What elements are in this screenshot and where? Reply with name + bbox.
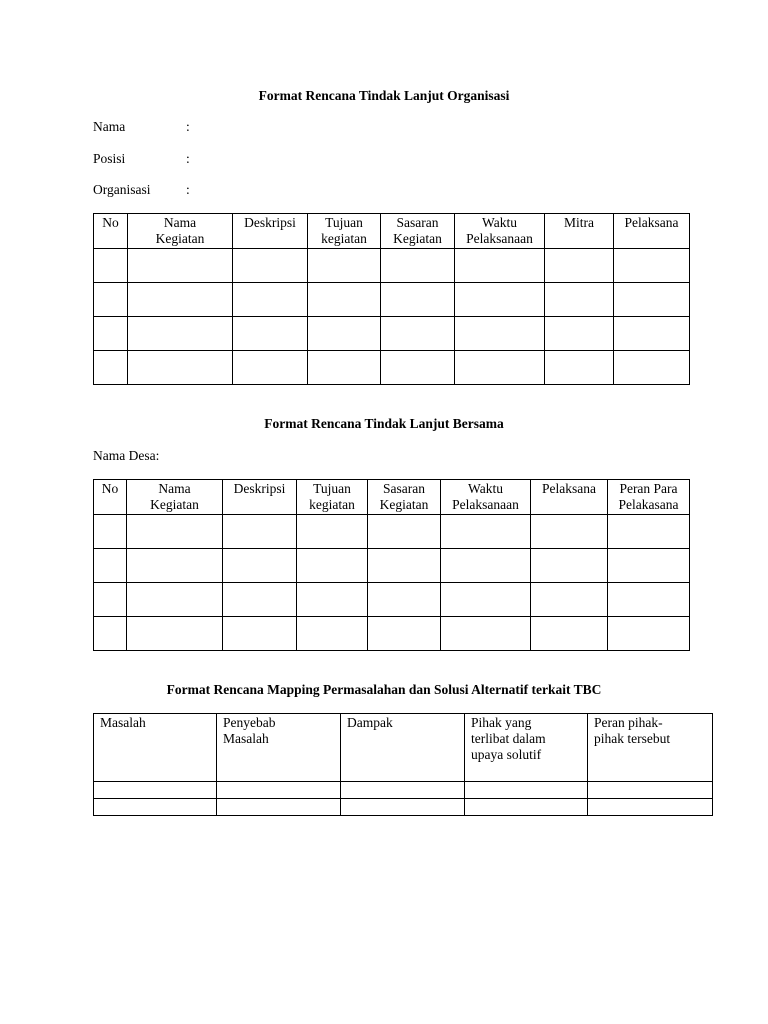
table-cell[interactable] <box>223 549 297 583</box>
table-header-row <box>94 480 690 515</box>
table-cell[interactable] <box>531 549 608 583</box>
field-organisasi <box>93 182 190 198</box>
table-cell[interactable] <box>128 283 233 317</box>
table-cell[interactable] <box>94 283 128 317</box>
table-row <box>94 799 713 816</box>
header-no: No <box>94 480 127 515</box>
table-cell[interactable] <box>217 799 341 816</box>
table-row <box>94 515 690 549</box>
table-cell[interactable] <box>614 249 690 283</box>
table-cell[interactable] <box>381 317 455 351</box>
field-nama <box>93 119 190 135</box>
table-cell[interactable] <box>297 515 368 549</box>
table-cell[interactable] <box>94 799 217 816</box>
table-cell[interactable] <box>308 249 381 283</box>
table-cell[interactable] <box>94 249 128 283</box>
header-peran-para-pelakasana: Peran Para Pelakasana <box>608 480 690 515</box>
header-pelaksana: Pelaksana <box>614 214 690 249</box>
table-cell[interactable] <box>341 799 465 816</box>
table-cell[interactable] <box>465 799 588 816</box>
table-cell[interactable] <box>127 583 223 617</box>
table-cell[interactable] <box>608 515 690 549</box>
table-cell[interactable] <box>588 799 713 816</box>
table-rencana-organisasi <box>93 213 690 385</box>
field-organisasi-colon: : <box>186 182 190 197</box>
header-masalah: Masalah <box>94 714 217 782</box>
table-cell[interactable] <box>94 515 127 549</box>
header-pelaksana: Pelaksana <box>531 480 608 515</box>
table-cell[interactable] <box>614 317 690 351</box>
header-peran-pihak: Peran pihak- pihak tersebut <box>588 714 713 782</box>
table-cell[interactable] <box>127 515 223 549</box>
table-row <box>94 583 690 617</box>
table-cell[interactable] <box>94 617 127 651</box>
table-cell[interactable] <box>368 515 441 549</box>
table-cell[interactable] <box>545 317 614 351</box>
table-cell[interactable] <box>368 583 441 617</box>
table-cell[interactable] <box>441 617 531 651</box>
table-cell[interactable] <box>545 249 614 283</box>
table-cell[interactable] <box>531 515 608 549</box>
table-cell[interactable] <box>94 549 127 583</box>
table-row <box>94 317 690 351</box>
table-row <box>94 249 690 283</box>
table-cell[interactable] <box>381 351 455 385</box>
table-cell[interactable] <box>608 549 690 583</box>
table-cell[interactable] <box>608 583 690 617</box>
table-cell[interactable] <box>297 583 368 617</box>
table-cell[interactable] <box>233 351 308 385</box>
section1-title: Format Rencana Tindak Lanjut Organisasi <box>258 88 510 103</box>
header-pihak-terlibat: Pihak yang terlibat dalam upaya solutif <box>465 714 588 782</box>
table-cell[interactable] <box>545 283 614 317</box>
table-cell[interactable] <box>308 283 381 317</box>
table-cell[interactable] <box>297 549 368 583</box>
table-cell[interactable] <box>128 249 233 283</box>
header-deskripsi: Deskripsi <box>233 214 308 249</box>
table-cell[interactable] <box>455 351 545 385</box>
field-nama-desa <box>93 448 159 464</box>
table-cell[interactable] <box>545 351 614 385</box>
header-waktu-pelaksanaan: Waktu Pelaksanaan <box>455 214 545 249</box>
table-cell[interactable] <box>233 283 308 317</box>
table-header-row <box>94 214 690 249</box>
table-header-row <box>94 714 713 782</box>
table-cell[interactable] <box>531 583 608 617</box>
table-cell[interactable] <box>608 617 690 651</box>
table-mapping-permasalahan <box>93 713 713 816</box>
table-cell[interactable] <box>308 317 381 351</box>
table-cell[interactable] <box>223 617 297 651</box>
table-row <box>94 549 690 583</box>
table-cell[interactable] <box>128 351 233 385</box>
header-mitra: Mitra <box>545 214 614 249</box>
header-sasaran-kegiatan: Sasaran Kegiatan <box>381 214 455 249</box>
field-nama-desa-label: Nama Desa: <box>93 448 160 463</box>
section2-title: Format Rencana Tindak Lanjut Bersama <box>264 416 504 431</box>
table-row <box>94 617 690 651</box>
table-cell[interactable] <box>223 583 297 617</box>
field-organisasi-label: Organisasi <box>93 182 151 197</box>
table-cell[interactable] <box>441 549 531 583</box>
table-cell[interactable] <box>368 549 441 583</box>
table-cell[interactable] <box>455 283 545 317</box>
table-cell[interactable] <box>614 283 690 317</box>
section3-title: Format Rencana Mapping Permasalahan dan Solusi Alternatif terkait TBC <box>166 682 602 697</box>
header-sasaran-kegiatan: Sasaran Kegiatan <box>368 480 441 515</box>
table-cell[interactable] <box>455 249 545 283</box>
header-dampak: Dampak <box>341 714 465 782</box>
table-cell[interactable] <box>94 317 128 351</box>
header-penyebab-masalah: Penyebab Masalah <box>217 714 341 782</box>
table-cell[interactable] <box>94 351 128 385</box>
header-tujuan-kegiatan: Tujuan kegiatan <box>308 214 381 249</box>
table-cell[interactable] <box>233 249 308 283</box>
table-cell[interactable] <box>441 515 531 549</box>
table-cell[interactable] <box>368 617 441 651</box>
header-deskripsi: Deskripsi <box>223 480 297 515</box>
table-cell[interactable] <box>381 249 455 283</box>
header-waktu-pelaksanaan: Waktu Pelaksanaan <box>441 480 531 515</box>
table-cell[interactable] <box>223 515 297 549</box>
table-cell[interactable] <box>588 782 713 799</box>
field-posisi-label: Posisi <box>93 151 126 166</box>
table-cell[interactable] <box>297 617 368 651</box>
table-rencana-bersama <box>93 479 690 651</box>
table-cell[interactable] <box>381 283 455 317</box>
field-nama-colon: : <box>186 119 190 134</box>
header-no: No <box>94 214 128 249</box>
table-cell[interactable] <box>127 549 223 583</box>
field-nama-label: Nama <box>93 119 126 134</box>
field-posisi <box>93 151 190 167</box>
table-cell[interactable] <box>531 617 608 651</box>
table-cell[interactable] <box>465 782 588 799</box>
header-nama-kegiatan: Nama Kegiatan <box>128 214 233 249</box>
table-row <box>94 283 690 317</box>
table-cell[interactable] <box>455 317 545 351</box>
table-cell[interactable] <box>94 782 217 799</box>
header-tujuan-kegiatan: Tujuan kegiatan <box>297 480 368 515</box>
table-cell[interactable] <box>614 351 690 385</box>
table-row <box>94 351 690 385</box>
table-cell[interactable] <box>128 317 233 351</box>
table-cell[interactable] <box>217 782 341 799</box>
table-cell[interactable] <box>233 317 308 351</box>
table-row <box>94 782 713 799</box>
field-posisi-colon: : <box>186 151 190 166</box>
table-cell[interactable] <box>341 782 465 799</box>
table-cell[interactable] <box>441 583 531 617</box>
table-cell[interactable] <box>308 351 381 385</box>
table-cell[interactable] <box>127 617 223 651</box>
header-nama-kegiatan: Nama Kegiatan <box>127 480 223 515</box>
table-cell[interactable] <box>94 583 127 617</box>
